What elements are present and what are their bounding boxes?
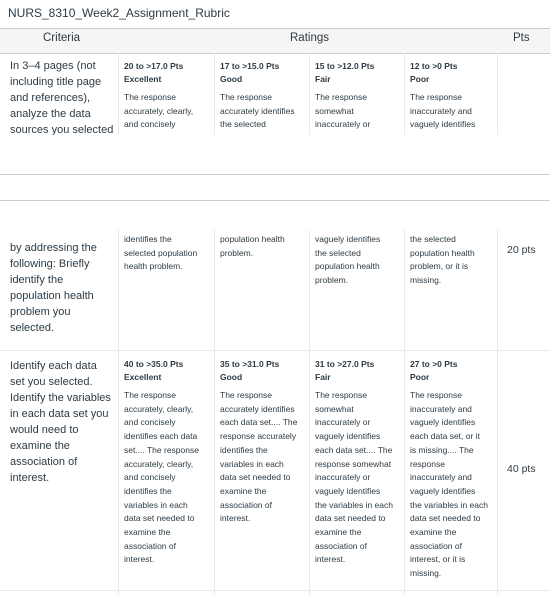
column-divider — [404, 53, 405, 135]
criterion-line: selected. — [10, 322, 55, 334]
rating-desc-line: The response — [315, 390, 367, 400]
rating-desc-line: the selected — [315, 247, 361, 258]
rating-desc-line: The response — [220, 390, 272, 400]
rating-desc-line: interest. — [220, 513, 251, 524]
rating-label: Good — [220, 372, 243, 382]
criterion-2-description — [10, 358, 118, 486]
criterion-line: sources you selected — [10, 124, 114, 135]
rating-desc-line: somewhat — [315, 105, 354, 116]
rating-desc-line: the variables in each — [315, 499, 393, 510]
criterion-line: association of — [10, 456, 78, 468]
rubric-header — [0, 28, 550, 54]
rating-poor-cell — [410, 358, 496, 581]
criterion-line: following: Briefly — [10, 258, 90, 270]
rating-desc-line: problem. — [315, 275, 349, 286]
criterion-line: identify the — [10, 274, 64, 286]
rating-desc-line: examine the — [124, 527, 171, 538]
rating-desc-line: accurately identifies — [220, 105, 295, 116]
rating-desc-line: interest, or it is — [410, 554, 466, 565]
rating-desc-line: inaccurately and — [410, 105, 472, 116]
rating-desc-line: population health — [410, 247, 475, 258]
rating-desc-line: response somewhat — [315, 458, 392, 469]
criterion-line: would need to — [10, 424, 79, 436]
rating-label: Good — [220, 74, 243, 84]
rating-desc-line: missing. — [410, 275, 442, 286]
rating-label: Fair — [315, 74, 331, 84]
rating-label: Excellent — [124, 74, 162, 84]
pts-header: Pts — [513, 32, 530, 44]
rating-range: 12 to >0 Pts — [410, 61, 458, 71]
rating-range: 31 to >27.0 Pts — [315, 359, 375, 369]
rating-poor-cell — [410, 60, 496, 135]
rating-desc-line: identifies the — [220, 444, 268, 455]
rating-desc-line: inaccurately or — [315, 472, 371, 483]
rating-range: 15 to >12.0 Pts — [315, 61, 375, 71]
column-divider — [118, 230, 119, 595]
criteria-header: Criteria — [43, 32, 81, 44]
rating-desc-line: accurately identifies — [220, 403, 295, 414]
rating-desc-line: response — [410, 458, 445, 469]
rating-desc-line: association of — [124, 540, 176, 551]
criterion-line: problem you — [10, 306, 71, 318]
rating-desc-line: inaccurately and — [410, 403, 472, 414]
criterion-2-points: 40 pts — [507, 463, 536, 475]
rating-desc-line: data set needed to — [124, 513, 195, 524]
rating-range: 17 to >15.0 Pts — [220, 61, 280, 71]
criterion-1-description-bottom — [10, 240, 118, 340]
rating-desc-line: examine the — [315, 527, 362, 538]
rating-excellent-cell — [124, 60, 212, 135]
rating-label: Fair — [315, 372, 331, 382]
rating-desc-line: interest. — [124, 554, 155, 565]
rating-desc-line: variables in each — [124, 499, 188, 510]
criterion-line: set you selected. — [10, 376, 93, 388]
criterion-line: and references), — [10, 92, 91, 104]
rating-desc-line: The response — [124, 92, 176, 102]
rating-desc-line: inaccurately and — [410, 472, 472, 483]
rating-desc-line: vaguely identifies — [315, 485, 381, 496]
rating-desc-line: the selected — [220, 119, 266, 130]
criterion-1-description-top — [10, 58, 118, 135]
criterion-line: interest. — [10, 472, 50, 484]
rating-label: Excellent — [124, 372, 162, 382]
rating-desc-line: data set needed to — [220, 472, 291, 483]
page-break-top-line — [0, 174, 550, 175]
rating-desc-line: and concisely — [124, 472, 176, 483]
column-divider — [214, 53, 215, 135]
criterion-line: analyze the data — [10, 108, 91, 120]
rating-good-cell — [220, 60, 308, 135]
rating-poor-cell-cont — [410, 233, 496, 293]
column-divider — [404, 230, 405, 595]
column-divider — [309, 53, 310, 135]
criterion-line: Identify the variables — [10, 392, 111, 404]
rating-desc-line: variables in each — [220, 458, 284, 469]
criterion-line: examine the — [10, 440, 70, 452]
rating-desc-line: the variables in each — [410, 499, 488, 510]
rating-label: Poor — [410, 372, 430, 382]
rating-desc-line: inaccurately or — [315, 417, 371, 428]
rating-desc-line: the selected — [410, 234, 456, 244]
rating-excellent-cell — [124, 358, 212, 567]
rating-fair-cell — [315, 60, 403, 135]
rating-desc-line: is missing.... The — [410, 444, 474, 455]
rating-desc-line: population health — [315, 261, 380, 272]
rating-desc-line: and concisely — [124, 417, 176, 428]
rating-desc-line: problem, or it is — [410, 261, 469, 272]
rating-desc-line: vaguely identifies — [410, 417, 476, 428]
rating-desc-line: health problem. — [124, 261, 183, 272]
rating-excellent-cell-cont — [124, 233, 212, 293]
column-divider — [118, 53, 119, 135]
rating-desc-line: The response — [124, 390, 176, 400]
rating-range: 35 to >31.0 Pts — [220, 359, 280, 369]
rating-label: Poor — [410, 74, 430, 84]
rating-desc-line: examine the — [220, 485, 267, 496]
column-divider — [497, 53, 498, 135]
rating-range: 27 to >0 Pts — [410, 359, 458, 369]
rating-desc-line: The response — [410, 92, 462, 102]
rating-desc-line: association of — [220, 499, 272, 510]
rating-good-cell — [220, 358, 308, 526]
row-divider — [0, 350, 550, 351]
rating-desc-line: each data set.... The — [315, 444, 393, 455]
rating-fair-cell-cont — [315, 233, 403, 293]
criterion-line: in each data set you — [10, 408, 109, 420]
page-break-bottom-line — [0, 200, 550, 201]
rating-desc-line: interest. — [315, 554, 346, 565]
rating-desc-line: each data set.... The — [220, 417, 298, 428]
rating-desc-line: accurately, clearly, — [124, 105, 194, 116]
rating-desc-line: The response — [315, 92, 367, 102]
rating-desc-line: data set needed to — [410, 513, 481, 524]
rating-desc-line: problem. — [220, 247, 254, 258]
rating-desc-line: missing. — [410, 568, 442, 579]
rating-desc-line: identifies each data — [124, 431, 198, 442]
criterion-line: by addressing the — [10, 242, 97, 254]
rating-desc-line: population health — [220, 234, 285, 244]
rating-desc-line: data set needed to — [315, 513, 386, 524]
rating-desc-line: association of — [315, 540, 367, 551]
criterion-line: In 3–4 pages (not — [10, 60, 96, 72]
document-title: NURS_8310_Week2_Assignment_Rubric — [8, 6, 230, 20]
column-divider — [309, 230, 310, 595]
rating-desc-line: vaguely identifies — [410, 485, 476, 496]
rating-desc-line: response accurately — [220, 431, 297, 442]
rating-fair-cell — [315, 358, 403, 567]
rating-desc-line: accurately, clearly, — [124, 403, 194, 414]
row-divider — [0, 590, 550, 591]
rating-desc-line: vaguely identifies — [410, 119, 476, 130]
column-divider — [214, 230, 215, 595]
rating-desc-line: selected population — [124, 247, 198, 258]
criterion-line: including title page — [10, 76, 102, 88]
rating-desc-line: association of — [410, 540, 462, 551]
rating-desc-line: accurately, clearly, — [124, 458, 194, 469]
rating-desc-line: The response — [410, 390, 462, 400]
rating-desc-line: vaguely identifies — [315, 234, 381, 244]
column-divider — [497, 230, 498, 595]
rating-desc-line: inaccurately or — [315, 119, 371, 130]
rating-good-cell-cont — [220, 233, 308, 293]
rating-desc-line: somewhat — [315, 403, 354, 414]
rating-desc-line: identifies the — [124, 485, 172, 496]
ratings-header: Ratings — [290, 32, 329, 44]
criterion-line: Identify each data — [10, 360, 97, 372]
criterion-1-points: 20 pts — [507, 244, 536, 256]
rating-desc-line: The response — [220, 92, 272, 102]
rating-range: 40 to >35.0 Pts — [124, 359, 184, 369]
rating-desc-line: vaguely identifies — [315, 431, 381, 442]
rating-desc-line: each data set, or it — [410, 431, 480, 442]
rating-desc-line: examine the — [410, 527, 457, 538]
rating-desc-line: identifies the — [124, 234, 172, 244]
rating-desc-line: and concisely — [124, 119, 176, 130]
criterion-line: population health — [10, 290, 94, 302]
rating-desc-line: set.... The response — [124, 444, 199, 455]
rating-range: 20 to >17.0 Pts — [124, 61, 184, 71]
